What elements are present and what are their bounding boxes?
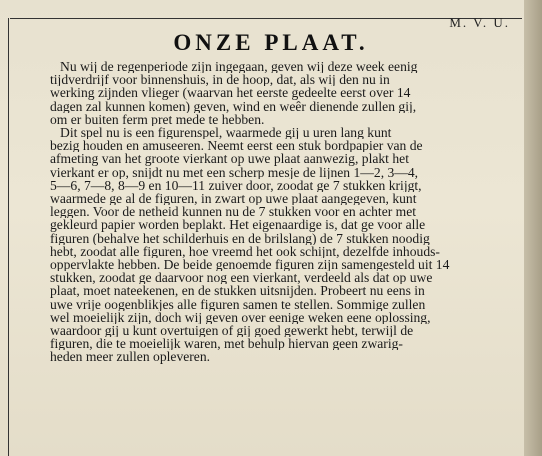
text-line: oppervlakte hebben. De beide genoemde figuren zijn samengesteld uit 14 xyxy=(50,258,450,272)
text-line: gekleurd papier worden beplakt. Het eigenaardige is, dat ge voor alle xyxy=(50,218,426,232)
text-line: stukken, zoodat ge daarvoor nog een vierkant, verdeeld als dat op uwe xyxy=(50,271,433,285)
text-line: waarmede ge al de figuren, in zwart op uwe plaat aangegeven, kunt xyxy=(50,192,417,206)
article-title: ONZE PLAAT. xyxy=(173,30,369,55)
page-folio: M. V. U. xyxy=(449,15,510,30)
text-line: dagen zal kunnen komen) geven, wind en weêr dienende zullen gij, xyxy=(50,99,417,113)
text-line: heden meer zullen opleveren. xyxy=(50,350,211,364)
text-line: afmeting van het groote vierkant op uwe plaat aanwezig, plakt het xyxy=(50,152,409,166)
text-line: Dit spel nu is een figurenspel, waarmede gij u uren lang kunt xyxy=(60,126,392,140)
text-line: vierkant er op, snijdt nu met een scherp mesje de lijnen 1—2, 3—4, xyxy=(50,165,419,179)
text-line: figuren (behalve het schilderhuis en de brilslang) de 7 stukken noodig xyxy=(50,231,430,245)
text-line: Nu wij de regenperiode zijn ingegaan, geven wij deze week eenig xyxy=(60,60,418,74)
header-rule xyxy=(10,15,522,30)
text-line: wel moeielijk zijn, doch wij geven over eenige weken eene oplossing, xyxy=(50,310,431,325)
text-line: uwe vrije oogenblikjes alle figuren samen te stellen. Sommige zullen xyxy=(50,297,426,311)
text-line: bezig houden en amuseeren. Neemt eerst een stuk bordpapier van de xyxy=(50,139,423,153)
text-line: figuren, die te moeielijk waren, met behulp hiervan geen zwarig- xyxy=(50,337,403,351)
article-body xyxy=(50,60,522,364)
page-edge xyxy=(524,0,542,456)
text-line: 5—6, 7—8, 8—9 en 10—11 zuiver door, zoodat ge 7 stukken krijgt, xyxy=(50,178,422,193)
text-line: werking zijnden vlieger (waarvan het eerste gedeelte eerst over 14 xyxy=(50,86,411,100)
text-line: tijdverdrijf voor binnenshuis, in de hoop, dat, als wij den nu in xyxy=(50,73,390,87)
text-line: plaat, moet nateekenen, en de stukken uitsnijden. Probeert nu eens in xyxy=(50,284,425,298)
text-line: om er buiten ferm pret mede te hebben. xyxy=(50,112,265,127)
column-border xyxy=(8,18,9,456)
text-line: leggen. Voor de netheid kunnen nu de 7 stukken voor en achter met xyxy=(50,205,417,219)
text-line: waardoor gij u kunt overtuigen of gij goed gewerkt hebt, terwijl de xyxy=(50,324,414,338)
text-line: hebt, zoodat alle figuren, hoe vreemd het ook schijnt, dezelfde inhouds- xyxy=(50,244,440,259)
